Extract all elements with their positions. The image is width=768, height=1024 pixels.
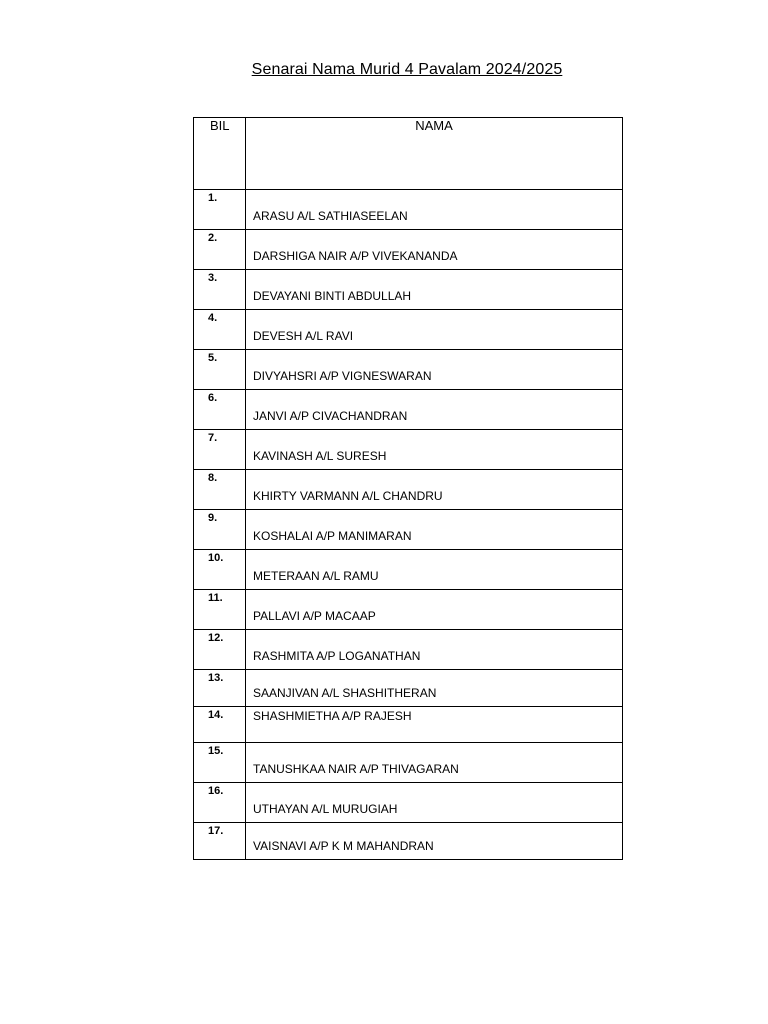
table-row [194,390,623,430]
row-number: 13. [194,670,246,707]
row-number: 14. [194,707,246,743]
student-list-table [193,117,623,860]
student-name: PALLAVI A/P MACAAP [246,590,623,630]
student-name: ARASU A/L SATHIASEELAN [246,190,623,230]
table-header-row [194,118,623,190]
row-number: 1. [194,190,246,230]
row-number: 2. [194,230,246,270]
student-name: DEVAYANI BINTI ABDULLAH [246,270,623,310]
table-row [194,270,623,310]
row-number: 10. [194,550,246,590]
table-row [194,510,623,550]
table-row [194,230,623,270]
row-number: 8. [194,470,246,510]
student-name: KHIRTY VARMANN A/L CHANDRU [246,470,623,510]
table-row [194,190,623,230]
row-number: 11. [194,590,246,630]
student-name: KOSHALAI A/P MANIMARAN [246,510,623,550]
page-title: Senarai Nama Murid 4 Pavalam 2024/2025 [251,61,563,78]
row-number: 6. [194,390,246,430]
table-row [194,707,623,743]
table-row [194,310,623,350]
student-name: JANVI A/P CIVACHANDRAN [246,390,623,430]
student-name: SHASHMIETHA A/P RAJESH [246,707,623,743]
row-number: 12. [194,630,246,670]
row-number: 3. [194,270,246,310]
row-number: 4. [194,310,246,350]
row-number: 16. [194,783,246,823]
table-row [194,430,623,470]
table-row [194,743,623,783]
table-row [194,590,623,630]
table-row [194,670,623,707]
row-number: 7. [194,430,246,470]
row-number: 9. [194,510,246,550]
table-row [194,470,623,510]
row-number: 17. [194,823,246,860]
table-row [194,823,623,860]
student-name: RASHMITA A/P LOGANATHAN [246,630,623,670]
student-name: TANUSHKAA NAIR A/P THIVAGARAN [246,743,623,783]
student-name: SAANJIVAN A/L SHASHITHERAN [246,670,623,707]
student-name: METERAAN A/L RAMU [246,550,623,590]
row-number: 15. [194,743,246,783]
student-name: VAISNAVI A/P K M MAHANDRAN [246,823,623,860]
student-name: DEVESH A/L RAVI [246,310,623,350]
student-name: DARSHIGA NAIR A/P VIVEKANANDA [246,230,623,270]
table-row [194,550,623,590]
table-row [194,350,623,390]
column-header-bil: BIL [194,118,246,190]
row-number: 5. [194,350,246,390]
student-name: UTHAYAN A/L MURUGIAH [246,783,623,823]
student-name: DIVYAHSRI A/P VIGNESWARAN [246,350,623,390]
column-header-nama: NAMA [246,118,623,190]
student-name: KAVINASH A/L SURESH [246,430,623,470]
table-row [194,783,623,823]
table-row [194,630,623,670]
